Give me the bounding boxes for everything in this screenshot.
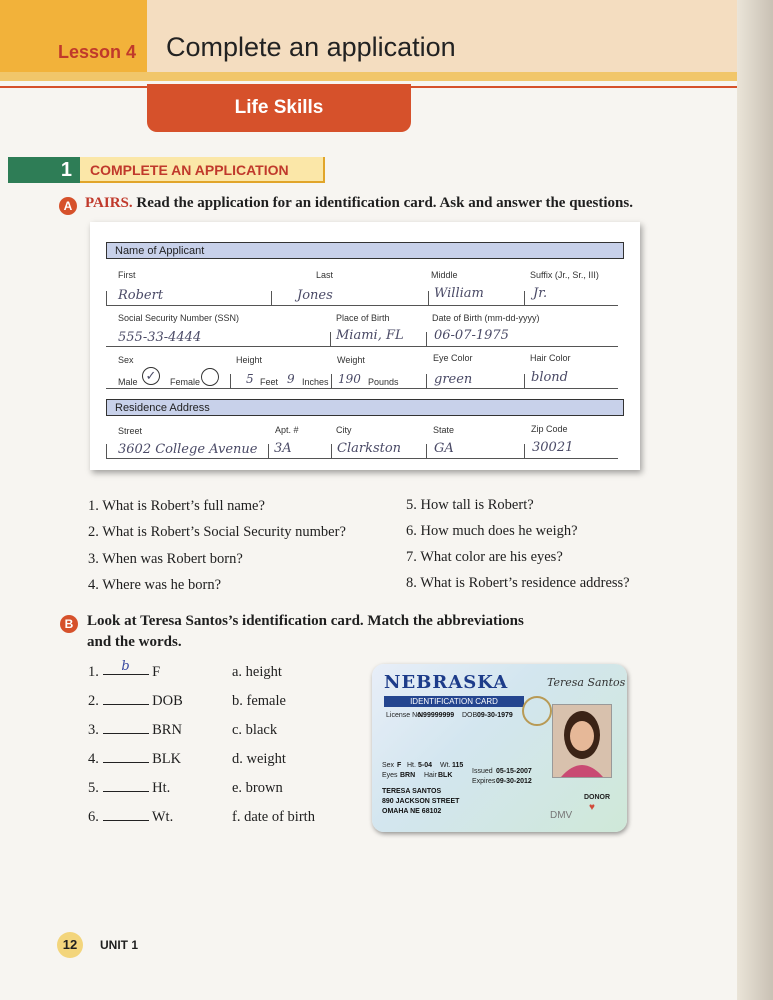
apt-field[interactable]: 3A — [274, 441, 292, 456]
tick — [106, 291, 107, 305]
match-item: 3. BRN — [88, 722, 182, 738]
label-middle: Middle — [431, 270, 458, 280]
label-female: Female — [170, 377, 201, 387]
weight-field[interactable]: 190 — [338, 372, 361, 386]
label-inches: Inches — [302, 377, 329, 387]
part-a-text: Read the application for an identification card. Ask and answer the questions. — [136, 195, 633, 211]
lesson-label: Lesson 4 — [58, 42, 137, 62]
answer-blank[interactable] — [103, 733, 149, 734]
card-hair-label: Hair — [424, 772, 437, 779]
street-field[interactable]: 3602 College Avenue — [118, 442, 258, 457]
card-ht: 5-04 — [418, 762, 433, 769]
label-city: City — [336, 425, 352, 435]
part-b-instruction-line1: Look at Teresa Santos’s identification card. Match the abbreviations — [87, 613, 524, 629]
row-rule — [106, 346, 618, 347]
answer-blank[interactable]: b — [103, 659, 149, 675]
match-option: f. date of birth — [232, 809, 315, 825]
card-issued-label: Issued — [472, 768, 493, 775]
label-weight: Weight — [337, 355, 365, 365]
match-item: 5. Ht. — [88, 780, 171, 796]
card-eyes: BRN — [400, 772, 416, 779]
card-sex: F — [397, 762, 402, 769]
label-male: Male — [118, 377, 138, 387]
card-eyes-label: Eyes — [382, 772, 398, 779]
first-name-field[interactable]: Robert — [118, 288, 164, 303]
tick — [268, 444, 269, 458]
match-item: 4. BLK — [88, 751, 182, 767]
answer-blank[interactable] — [103, 762, 149, 763]
card-holder-name: TERESA SANTOS — [382, 788, 442, 795]
card-wt: 115 — [452, 762, 464, 769]
page-edge — [737, 0, 773, 1000]
height-feet-field[interactable]: 5 — [246, 372, 254, 386]
heart-icon: ♥ — [589, 802, 595, 813]
card-ht-label: Ht. — [407, 762, 416, 769]
state-field[interactable]: GA — [434, 441, 454, 456]
card-subtitle: IDENTIFICATION CARD — [384, 696, 524, 707]
section-title: COMPLETE AN APPLICATION — [80, 157, 325, 183]
name-of-applicant-bar: Name of Applicant — [106, 242, 624, 259]
label-street: Street — [118, 426, 143, 436]
answer-blank[interactable] — [103, 791, 149, 792]
tick — [524, 444, 525, 458]
life-skills-banner: Life Skills — [147, 84, 411, 132]
question-item: 8. What is Robert’s residence address? — [406, 575, 630, 591]
page-number: 12 — [57, 932, 83, 958]
card-state: NEBRASKA — [384, 672, 509, 693]
hair-color-field[interactable]: blond — [531, 370, 569, 385]
question-item: 7. What color are his eyes? — [406, 549, 563, 565]
label-state: State — [433, 425, 455, 435]
tick — [524, 291, 525, 305]
question-item: 1. What is Robert’s full name? — [88, 498, 265, 514]
card-dob-label: DOB — [462, 712, 478, 719]
question-item: 4. Where was he born? — [88, 577, 222, 593]
match-option: c. black — [232, 722, 278, 738]
label-zip: Zip Code — [531, 424, 568, 434]
card-expires: 09-30-2012 — [496, 778, 532, 785]
question-item: 2. What is Robert’s Social Security number? — [88, 524, 346, 540]
tick — [428, 291, 429, 305]
tick — [426, 374, 427, 388]
tick — [330, 332, 331, 346]
question-item: 6. How much does he weigh? — [406, 523, 578, 539]
identification-card — [372, 664, 627, 832]
label-feet: Feet — [260, 377, 279, 387]
unit-label: UNIT 1 — [100, 938, 139, 952]
card-photo — [552, 704, 612, 778]
match-option: d. weight — [232, 751, 286, 767]
city-field[interactable]: Clarkston — [337, 441, 402, 456]
tick — [331, 374, 332, 388]
zip-field[interactable]: 30021 — [532, 440, 574, 455]
tick — [230, 374, 231, 388]
card-address-line1: 890 JACKSON STREET — [382, 798, 460, 805]
label-sex: Sex — [118, 355, 134, 365]
match-item: 2. DOB — [88, 693, 183, 709]
match-option: b. female — [232, 693, 286, 709]
card-donor: DONOR — [584, 794, 611, 801]
label-hair-color: Hair Color — [530, 353, 571, 363]
date-of-birth-field[interactable]: 06-07-1975 — [434, 328, 509, 343]
suffix-field[interactable]: Jr. — [533, 286, 548, 301]
card-hair: BLK — [438, 772, 453, 779]
height-inches-field[interactable]: 9 — [287, 372, 295, 386]
part-b-badge: B — [60, 615, 78, 633]
lesson-title: Complete an application — [166, 32, 456, 62]
tick — [331, 444, 332, 458]
header-rule — [0, 72, 773, 81]
card-dmv-logo: DMV — [550, 810, 573, 821]
eye-color-field[interactable]: green — [434, 372, 473, 387]
state-seal-icon — [522, 696, 552, 726]
card-expires-label: Expires — [472, 778, 496, 785]
card-address-line2: OMAHA NE 68102 — [382, 808, 442, 815]
card-issued: 05-15-2007 — [496, 768, 532, 775]
row-rule — [106, 305, 618, 306]
label-height: Height — [236, 355, 263, 365]
tick — [426, 332, 427, 346]
question-item: 5. How tall is Robert? — [406, 497, 534, 513]
tick — [524, 374, 525, 388]
label-ssn: Social Security Number (SSN) — [118, 313, 240, 323]
place-of-birth-field[interactable]: Miami, FL — [336, 328, 404, 343]
label-last: Last — [316, 270, 334, 280]
tick — [426, 444, 427, 458]
label-suffix: Suffix (Jr., Sr., III) — [530, 270, 599, 280]
row-rule — [106, 388, 618, 389]
label-date-of-birth: Date of Birth (mm-dd-yyyy) — [432, 313, 540, 323]
female-radio[interactable] — [201, 368, 219, 386]
last-name-field[interactable]: Jones — [297, 288, 333, 303]
male-radio-checked[interactable]: ✓ — [142, 367, 160, 385]
label-pounds: Pounds — [368, 377, 399, 387]
card-sex-label: Sex — [382, 762, 395, 769]
tick — [106, 444, 107, 458]
match-item: 6. Wt. — [88, 809, 174, 825]
part-a-instruction — [85, 195, 633, 212]
part-b-instruction-line2: and the words. — [87, 634, 182, 650]
application-form — [90, 222, 640, 470]
residence-address-bar: Residence Address — [106, 399, 624, 416]
match-option: e. brown — [232, 780, 283, 796]
label-first: First — [118, 270, 136, 280]
question-item: 3. When was Robert born? — [88, 551, 243, 567]
answer-blank[interactable] — [103, 704, 149, 705]
pairs-label: PAIRS. — [85, 195, 133, 211]
answer-blank[interactable] — [103, 820, 149, 821]
match-item: 1. b F — [88, 659, 161, 680]
card-wt-label: Wt. — [440, 762, 451, 769]
part-a-badge: A — [59, 197, 77, 215]
tick — [271, 291, 272, 305]
ssn-field[interactable]: 555-33-4444 — [118, 330, 202, 345]
card-dob: 09-30-1979 — [477, 712, 513, 719]
match-option: a. height — [232, 664, 282, 680]
card-license-label: License No. — [386, 712, 423, 719]
label-eye-color: Eye Color — [433, 353, 473, 363]
card-signature: Teresa Santos — [547, 676, 626, 689]
middle-name-field[interactable]: William — [434, 286, 484, 301]
label-place-of-birth: Place of Birth — [336, 313, 390, 323]
row-rule — [106, 458, 618, 459]
section-number: 1 — [8, 157, 80, 183]
label-apt: Apt. # — [275, 425, 299, 435]
card-license: N99999999 — [418, 712, 455, 719]
